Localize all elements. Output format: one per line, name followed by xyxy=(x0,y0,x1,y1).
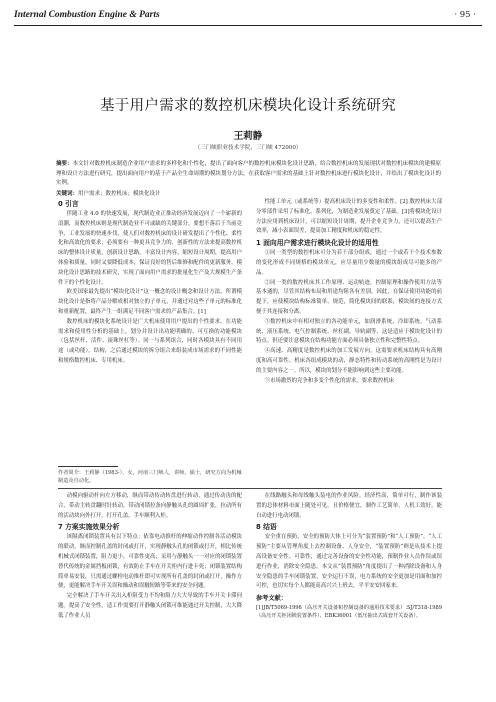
section-heading-7: 7 方案实施效果分析 xyxy=(58,523,120,532)
upper-left-column xyxy=(58,198,242,367)
paragraph: 完全解决了手车开关出入柜阻受力不均和阻力大大导致的手车开关卡滞问题。提高了安全性，适工作需要打开静触头闭锁可维能通过开关控制，大大降低了作业人员 xyxy=(58,593,242,619)
paragraph: ③数控机床中有相对独立的各功能单元，如润滑系统、冷却系统、气动系统、液压系统、电气控制系统、丝杠副、导轨副等，这是适应于模块化设计的特点。但还要注意模块在结构功能方面必须具备独立性和完整性特点。 xyxy=(256,318,442,345)
paragraph: ④高速、高精度是数控机床的加工发展方向，这需要求机床结构具有高刚度和高可靠性。机床各组成模块的动、静态特性和传动系统的高刚性是为设计的主要内容之一。所以，模块的划分不能影响到这些主要功能。 xyxy=(256,348,442,374)
page-header xyxy=(14,10,482,26)
lower-left-column xyxy=(58,492,242,622)
footnote-rule xyxy=(58,466,118,467)
references-heading: 参考文献： xyxy=(256,595,287,603)
paragraph: ⑤市场激烈的竞争和多变个性化的需求，要求数控机床 xyxy=(264,377,395,384)
abstract-label: 摘要： xyxy=(56,161,73,167)
keywords-label: 关键词： xyxy=(56,191,79,197)
journal-name: Internal Combustion Engine & Parts xyxy=(14,10,160,20)
lower-right-column xyxy=(256,492,442,620)
article-divider xyxy=(58,488,442,489)
paragraph: 数控机床的模块化系统设计是广大机床使用用户提出的个性要求。在功能需求和使用性分析的基础上，划分并设计出功能明确的、可互换的功能模块（包括丝杆、活件、滚珠丝杠等）。同一与系列组合，同时各模块具有不同用途（或功能），结构，之后通过模块的拆分组合来组装成市场需求的不同性能和规格数控机床、专用机床。 xyxy=(58,318,242,364)
paper-title: 基于用户需求的数控机床模块化设计系统研究 xyxy=(100,98,396,114)
paragraph: 该隔离闭锁装置具有以下特点：依靠电动推杆的伸缩动作控制各活动模块的联动，继而控制孔盖的封闭或打开，实现静触头孔的闭锁或打开，相比传统机械式闭锁装置，阻力更小，可靠性更高；采用与静触头一一对应的闭锁装置替代传统的金属挡板闭锁，有效防止手车在开关柜内行进卡死；闭锁装置结构简单易安装，只需通过螺栓电动推杆即可实现所有孔盖的封闭或打开，操作方便，更能解决手车开关误和操动和误触短路等带来的安全问题。 xyxy=(58,534,242,590)
upper-right-column xyxy=(256,198,442,386)
paragraph: 性能工单元（或系统等）提高机床设计的多变性和柔性。[2] 数控机床大部分零部件采用了标准化、系列化，为制造业发展奠定了基础。[3]将模块化设计方法应用到机床设计，可以缩短设计周期，提升企业竞争力，还可以提高生产效率，减小表面误差，提高加工精度和机床的稳定性。 xyxy=(256,199,442,235)
abstract-text: 本文针对数控机床制造企业用户需求的多样化和个性化，提出了面向客户的数控机床模块化设计思路，给合数控机床的发展现状对数控机床模块的建模原理和设计方法进行研究，提出面向用户的基于产品全生命周期的模块划分方法，在获取客户需求的基础上针对数控机床进行模块化设计，并给出了模块化设计的实例。 xyxy=(56,161,442,187)
section-heading-1: 1 面向用户需求进行模块化设计的适用性 xyxy=(256,239,379,248)
reference-item: [1]JB/T5069-1996（高压开关设备和控制设备的通用技术要求）.SJ/T318-1989（高压开关柜闭锁装置条件）、EBK36001（低压抽出式成套开关设备）。 xyxy=(256,604,442,619)
paragraph: 在线路触头和母线触头装电的作业风险。经济性高，简单可行，制作该装置的总体材料市面上随处可见，且价格便宜，制作工艺简单。人机工效好，能自动进行电动闭锁。 xyxy=(256,493,442,519)
page-number: · 95 · xyxy=(454,10,476,20)
paragraph: 安全重在预防，安全的预防大体上可分为“装置预防”和“人工预防”。“人工预防”主要从管理角度上去控制设备、人身安全，“装置预防”则是从技术上提高设备安全性、可靠性，通过完善设备的安全性功能，预制作业人员作误或误进行作业，消除安全隐患。本文从“装置预防”角度提出了一种消除设备和人身安全隐患的手车闭锁装置，安全运行不误，电力系统的安全更加是用面和加控可控，也切实每个人都能高高兴兴上班去，平平安安回家来。 xyxy=(256,534,442,590)
abstract xyxy=(56,160,444,189)
paper-author: 王莉静 xyxy=(233,131,263,142)
section-heading-intro: 0 引言 xyxy=(58,200,79,208)
paragraph: 伴随工业 4.0 的快速发展，现代制造业正推动经济发展迈向了一个崭新的浪潮，而数控机床则是现代制造业不可或缺的关键部分。要想不落后于当前竞争，工业发展的快速步伐，使人们对数控机床的设计研发提出了个性化、柔性化和高效化的要求；必须要有一种更具竞争力的、创新性的方法来提高数控机床的整体设计质量，创新设计思路，丰富设计内容，缩短设计周期，提高用户体验和质量，同时又要降低成本，保证良好的售后维修和配件的更新服务。模块化设计思路的技术研究，实现了面向用户需求的批量化生产及大规模生产条件下的个性化设计。 xyxy=(58,211,242,286)
author-affiliation: （三门峡职业技术学院，三门峡 472000） xyxy=(194,145,302,151)
paragraph: ①同一类型的数控机床可分为若干部分组成，通过一个或若干个技术参数的变化形成不同规格的模块单元，应尽量用少数量的模块组成尽可能多的产品。 xyxy=(256,250,442,276)
author-footnote: 作者简介：王莉静（1983-），女，河南三门峡人，讲师，硕士，研究方向为机械制造及自动化。 xyxy=(58,470,242,484)
paragraph: 动模向驱动杆向左方移动，继而带动传动转盘进行转动，通过传动齿的配合，带动主转盘翻时针转动，带动闭锁拉条向静触头孔的圆周扩张，拉动所有的活动块向外打开，打开孔盖，手车顺利入柜。 xyxy=(58,493,242,519)
keywords-text: 用户需求；数控机床；模块化设计 xyxy=(78,191,161,197)
section-heading-8: 8 结语 xyxy=(256,523,277,532)
paragraph: ②同一类的数控机床其工作原理、运动轨迹，控制原理和操作使用方法等基本通的，尽管其结构布局和用途均阻各有差别。因此，在保证使用功能的前提下，应使模块结构标准简单、规范，简化模块间的联系，模块间的连接方式便于其连接和分离。 xyxy=(256,279,442,315)
paragraph: 欧美国家最先提出“模块化设计”这一概念的设计概念和设计方法，所谓模块化设计是指将产品分解成相对独立的子单元，并通过对这些子单元的标准化和重新配置，最终产生一组满足不同客户需求的产品集合。[1] xyxy=(58,289,242,315)
